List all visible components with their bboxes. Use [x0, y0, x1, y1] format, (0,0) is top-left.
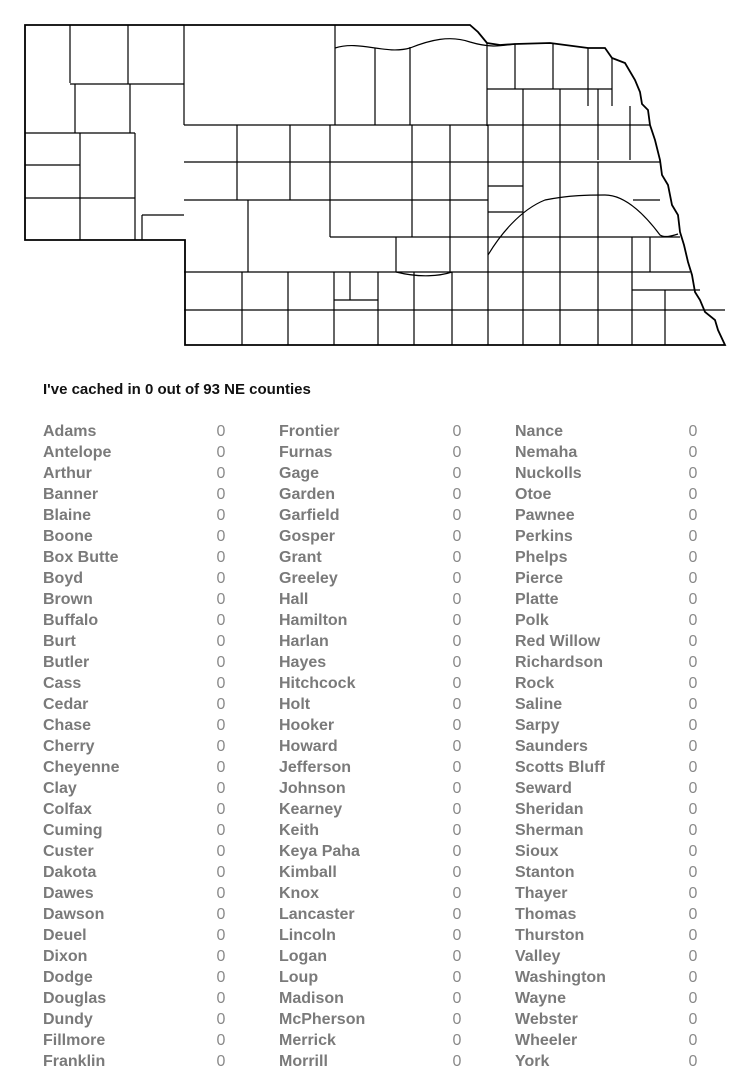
county-name: Pierce [515, 570, 564, 587]
cached-summary-heading [43, 381, 311, 398]
county-name: Dixon [43, 948, 88, 965]
county-cache-count: 0 [688, 549, 698, 566]
county-name: Dakota [43, 864, 97, 881]
county-name: Cuming [43, 822, 103, 839]
county-cache-count: 0 [452, 444, 462, 461]
county-cache-count: 0 [452, 696, 462, 713]
county-cache-count: 0 [216, 465, 226, 482]
county-name: Garfield [279, 507, 340, 524]
county-name: Wheeler [515, 1032, 578, 1049]
county-cache-count: 0 [452, 612, 462, 629]
county-name: Sheridan [515, 801, 584, 818]
county-cache-count: 0 [688, 612, 698, 629]
county-name: Richardson [515, 654, 604, 671]
county-name: Franklin [43, 1053, 106, 1070]
county-name: Hamilton [279, 612, 348, 629]
county-cache-count: 0 [688, 633, 698, 650]
county-name: Arthur [43, 465, 92, 482]
county-cache-count: 0 [688, 423, 698, 440]
county-cache-count: 0 [688, 570, 698, 587]
county-boundaries [25, 25, 725, 345]
county-cache-count: 0 [452, 906, 462, 923]
county-cache-count: 0 [688, 738, 698, 755]
county-cache-count: 0 [452, 801, 462, 818]
county-name: Howard [279, 738, 338, 755]
county-name: Madison [279, 990, 344, 1007]
county-cache-count: 0 [452, 738, 462, 755]
county-name: Adams [43, 423, 97, 440]
county-cache-count: 0 [216, 717, 226, 734]
county-name: Fillmore [43, 1032, 106, 1049]
county-name: Washington [515, 969, 606, 986]
county-name: Sarpy [515, 717, 560, 734]
county-cache-count: 0 [452, 990, 462, 1007]
county-name: Saunders [515, 738, 588, 755]
county-cache-count: 0 [216, 633, 226, 650]
county-name: Lancaster [279, 906, 355, 923]
county-cache-count: 0 [452, 780, 462, 797]
county-cache-count: 0 [688, 486, 698, 503]
county-name: Harlan [279, 633, 329, 650]
county-cache-count: 0 [216, 864, 226, 881]
county-cache-count: 0 [216, 423, 226, 440]
county-cache-count: 0 [452, 570, 462, 587]
county-name: Dundy [43, 1011, 93, 1028]
county-name: Cedar [43, 696, 89, 713]
county-cache-count: 0 [452, 1011, 462, 1028]
county-cache-count: 0 [688, 675, 698, 692]
county-name: Knox [279, 885, 319, 902]
nebraska-county-map [0, 0, 750, 360]
county-name: Cherry [43, 738, 95, 755]
county-cache-count: 0 [688, 969, 698, 986]
county-cache-count: 0 [452, 927, 462, 944]
county-name: Sherman [515, 822, 584, 839]
county-name: Boyd [43, 570, 83, 587]
county-name: Cass [43, 675, 82, 692]
county-cache-count: 0 [452, 948, 462, 965]
county-cache-count: 0 [216, 507, 226, 524]
county-cache-count: 0 [452, 549, 462, 566]
county-name: Johnson [279, 780, 346, 797]
county-name: Phelps [515, 549, 568, 566]
county-name: Gage [279, 465, 320, 482]
county-name: Rock [515, 675, 555, 692]
county-cache-count: 0 [688, 780, 698, 797]
county-cache-count: 0 [452, 1032, 462, 1049]
county-cache-count: 0 [688, 591, 698, 608]
county-name: Logan [279, 948, 327, 965]
county-cache-count: 0 [216, 696, 226, 713]
county-name: Colfax [43, 801, 92, 818]
county-cache-count: 0 [688, 528, 698, 545]
county-cache-count: 0 [452, 654, 462, 671]
county-cache-count: 0 [688, 444, 698, 461]
county-name: Webster [515, 1011, 578, 1028]
county-cache-count: 0 [452, 465, 462, 482]
county-cache-count: 0 [216, 990, 226, 1007]
county-name: Brown [43, 591, 93, 608]
county-cache-count: 0 [216, 843, 226, 860]
county-cache-count: 0 [452, 507, 462, 524]
county-name: Otoe [515, 486, 552, 503]
county-cache-count: 0 [688, 654, 698, 671]
county-name: Greeley [279, 570, 338, 587]
county-cache-count: 0 [452, 1053, 462, 1070]
county-name: York [515, 1053, 550, 1070]
county-cache-count: 0 [216, 1053, 226, 1070]
county-cache-count: 0 [688, 801, 698, 818]
county-name: Hitchcock [279, 675, 356, 692]
county-name: Butler [43, 654, 90, 671]
county-cache-count: 0 [216, 780, 226, 797]
county-name: Perkins [515, 528, 573, 545]
county-cache-count: 0 [452, 843, 462, 860]
county-cache-count: 0 [216, 906, 226, 923]
county-name: Jefferson [279, 759, 352, 776]
county-cache-count: 0 [216, 675, 226, 692]
county-name: Grant [279, 549, 322, 566]
county-cache-count: 0 [688, 507, 698, 524]
county-cache-count: 0 [452, 528, 462, 545]
county-cache-count: 0 [216, 654, 226, 671]
county-cache-count: 0 [688, 717, 698, 734]
county-name: Dodge [43, 969, 93, 986]
county-name: Scotts Bluff [515, 759, 605, 776]
county-cache-count: 0 [688, 927, 698, 944]
county-name: Dawes [43, 885, 94, 902]
county-name: Loup [279, 969, 319, 986]
county-cache-count: 0 [216, 885, 226, 902]
county-cache-count: 0 [216, 738, 226, 755]
county-name: Stanton [515, 864, 575, 881]
county-name: Deuel [43, 927, 87, 944]
county-map-svg [0, 0, 750, 360]
county-name: Thayer [515, 885, 568, 902]
county-name: Kimball [279, 864, 337, 881]
county-cache-count: 0 [216, 528, 226, 545]
county-name: Seward [515, 780, 572, 797]
county-cache-count: 0 [688, 822, 698, 839]
county-cache-count: 0 [216, 822, 226, 839]
county-cache-count: 0 [688, 885, 698, 902]
summary-total-count: 93 [203, 381, 220, 398]
county-cache-count: 0 [216, 570, 226, 587]
county-cache-count: 0 [216, 549, 226, 566]
county-name: Sioux [515, 843, 559, 860]
county-name: Morrill [279, 1053, 328, 1070]
county-name: Douglas [43, 990, 107, 1007]
county-cache-count: 0 [688, 864, 698, 881]
county-name: Thomas [515, 906, 577, 923]
county-name: Hooker [279, 717, 335, 734]
river-line [335, 39, 515, 50]
summary-suffix: NE counties [224, 381, 311, 398]
summary-prefix: I've cached in [43, 381, 141, 398]
county-cache-count: 0 [216, 486, 226, 503]
county-cache-count: 0 [452, 717, 462, 734]
county-cache-count: 0 [688, 1032, 698, 1049]
county-name: Hall [279, 591, 309, 608]
county-name: Box Butte [43, 549, 119, 566]
county-cache-count: 0 [452, 885, 462, 902]
county-name: Chase [43, 717, 92, 734]
county-name: Burt [43, 633, 76, 650]
county-cache-count: 0 [688, 465, 698, 482]
county-name: Buffalo [43, 612, 99, 629]
county-cache-count: 0 [688, 843, 698, 860]
county-cache-count: 0 [216, 801, 226, 818]
county-cache-count: 0 [452, 486, 462, 503]
county-name: Boone [43, 528, 93, 545]
county-name: Blaine [43, 507, 92, 524]
county-name: Banner [43, 486, 99, 503]
county-cache-count: 0 [688, 1011, 698, 1028]
county-name: Platte [515, 591, 559, 608]
county-name: Valley [515, 948, 561, 965]
county-name: Merrick [279, 1032, 336, 1049]
county-name: Wayne [515, 990, 566, 1007]
county-name: Custer [43, 843, 94, 860]
county-cache-count: 0 [216, 969, 226, 986]
county-cache-count: 0 [452, 822, 462, 839]
county-name: Furnas [279, 444, 333, 461]
county-name: Red Willow [515, 633, 601, 650]
county-cache-count: 0 [452, 969, 462, 986]
county-name: Pawnee [515, 507, 575, 524]
county-cache-count: 0 [452, 423, 462, 440]
county-cache-count: 0 [216, 948, 226, 965]
county-name: Kearney [279, 801, 343, 818]
county-cache-count: 0 [216, 759, 226, 776]
county-name: Holt [279, 696, 311, 713]
county-cache-count: 0 [452, 591, 462, 608]
county-name: Hayes [279, 654, 327, 671]
county-cache-count: 0 [688, 759, 698, 776]
summary-middle: out of [157, 381, 200, 398]
county-border-lines [25, 25, 725, 345]
county-name: Saline [515, 696, 563, 713]
county-cache-count: 0 [216, 1032, 226, 1049]
county-name: Polk [515, 612, 549, 629]
county-cache-count: 0 [452, 675, 462, 692]
county-cache-count: 0 [688, 1053, 698, 1070]
county-name: Frontier [279, 423, 340, 440]
county-name: Thurston [515, 927, 585, 944]
county-name: Keith [279, 822, 319, 839]
county-name: Keya Paha [279, 843, 360, 860]
county-cache-count: 0 [216, 444, 226, 461]
county-name: Nuckolls [515, 465, 582, 482]
county-cache-count: 0 [452, 633, 462, 650]
county-name: Antelope [43, 444, 112, 461]
county-cache-count: 0 [688, 696, 698, 713]
county-cache-count: 0 [688, 990, 698, 1007]
county-cache-count: 0 [216, 591, 226, 608]
county-name: Cheyenne [43, 759, 120, 776]
county-cache-count: 0 [452, 759, 462, 776]
county-name: Lincoln [279, 927, 336, 944]
county-name: Gosper [279, 528, 336, 545]
county-name: Clay [43, 780, 77, 797]
county-cache-count: 0 [688, 906, 698, 923]
county-cache-count: 0 [216, 612, 226, 629]
county-name: Garden [279, 486, 336, 503]
county-cache-count: 0 [216, 1011, 226, 1028]
county-name: Nance [515, 423, 564, 440]
county-cache-count: 0 [688, 948, 698, 965]
county-name: Nemaha [515, 444, 578, 461]
summary-cached-count: 0 [144, 381, 154, 398]
county-name: Dawson [43, 906, 105, 923]
county-cache-count: 0 [216, 927, 226, 944]
county-name: McPherson [279, 1011, 366, 1028]
county-cache-count: 0 [452, 864, 462, 881]
